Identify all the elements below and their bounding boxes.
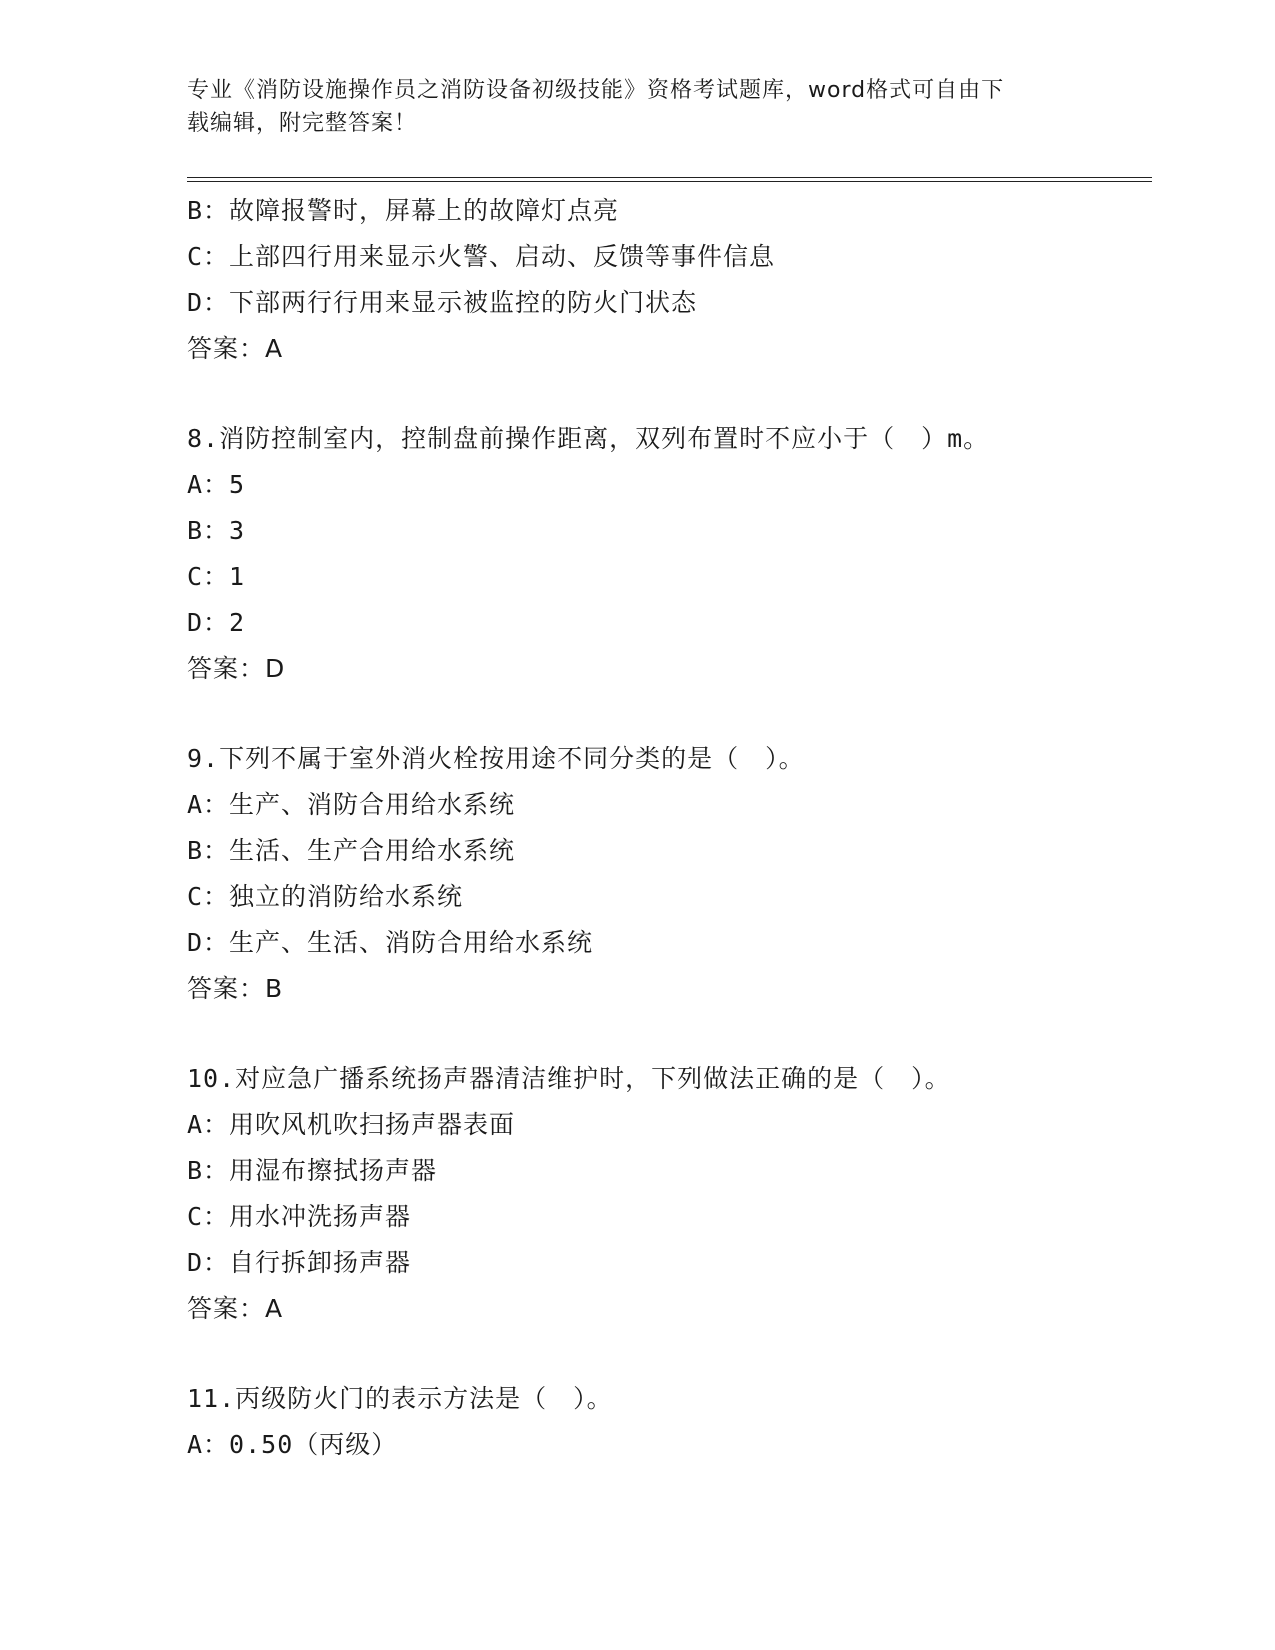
header-divider-bottom (187, 181, 1152, 182)
header-divider-top (187, 177, 1152, 178)
option-a: A：生产、消防合用给水系统 (187, 790, 516, 819)
option-b: B：用湿布擦拭扬声器 (187, 1156, 438, 1185)
question-9 (187, 736, 1152, 1012)
question-stem: 10.对应急广播系统扬声器清洁维护时，下列做法正确的是（ ）。 (187, 1064, 951, 1093)
option-c: C：1 (187, 562, 246, 591)
option-c: C：独立的消防给水系统 (187, 882, 464, 911)
question-7-continuation (187, 188, 1152, 372)
question-8 (187, 416, 1152, 692)
spacer (187, 372, 1152, 416)
question-stem: 11.丙级防火门的表示方法是（ ）。 (187, 1384, 613, 1413)
option-d: D：生产、生活、消防合用给水系统 (187, 928, 594, 957)
answer-line: 答案：D (187, 654, 286, 683)
option-b: B：3 (187, 516, 246, 545)
option-a: A：用吹风机吹扫扬声器表面 (187, 1110, 516, 1139)
answer-line: 答案：A (187, 334, 284, 363)
header-line-2: 载编辑，附完整答案！ (187, 111, 418, 136)
question-list (187, 188, 1152, 1468)
header-line-1: 专业《消防设施操作员之消防设备初级技能》资格考试题库，word格式可自由下 (187, 78, 1005, 103)
question-stem: 8.消防控制室内，控制盘前操作距离，双列布置时不应小于（ ）m。 (187, 424, 990, 453)
spacer (187, 1332, 1152, 1376)
answer-line: 答案：B (187, 974, 284, 1003)
option-d: D：2 (187, 608, 246, 637)
question-stem: 9.下列不属于室外消火栓按用途不同分类的是（ ）。 (187, 744, 805, 773)
question-10 (187, 1056, 1152, 1332)
option-c: C：上部四行用来显示火警、启动、反馈等事件信息 (187, 242, 776, 271)
option-a: A：0.50（丙级） (187, 1430, 398, 1459)
option-b: B：生活、生产合用给水系统 (187, 836, 516, 865)
option-b: B：故障报警时，屏幕上的故障灯点亮 (187, 196, 620, 225)
option-d: D：下部两行行用来显示被监控的防火门状态 (187, 288, 698, 317)
spacer (187, 1012, 1152, 1056)
option-c: C：用水冲洗扬声器 (187, 1202, 412, 1231)
answer-line: 答案：A (187, 1294, 284, 1323)
question-11 (187, 1376, 1152, 1468)
option-d: D：自行拆卸扬声器 (187, 1248, 412, 1277)
document-header (187, 74, 1067, 140)
option-a: A：5 (187, 470, 246, 499)
spacer (187, 692, 1152, 736)
